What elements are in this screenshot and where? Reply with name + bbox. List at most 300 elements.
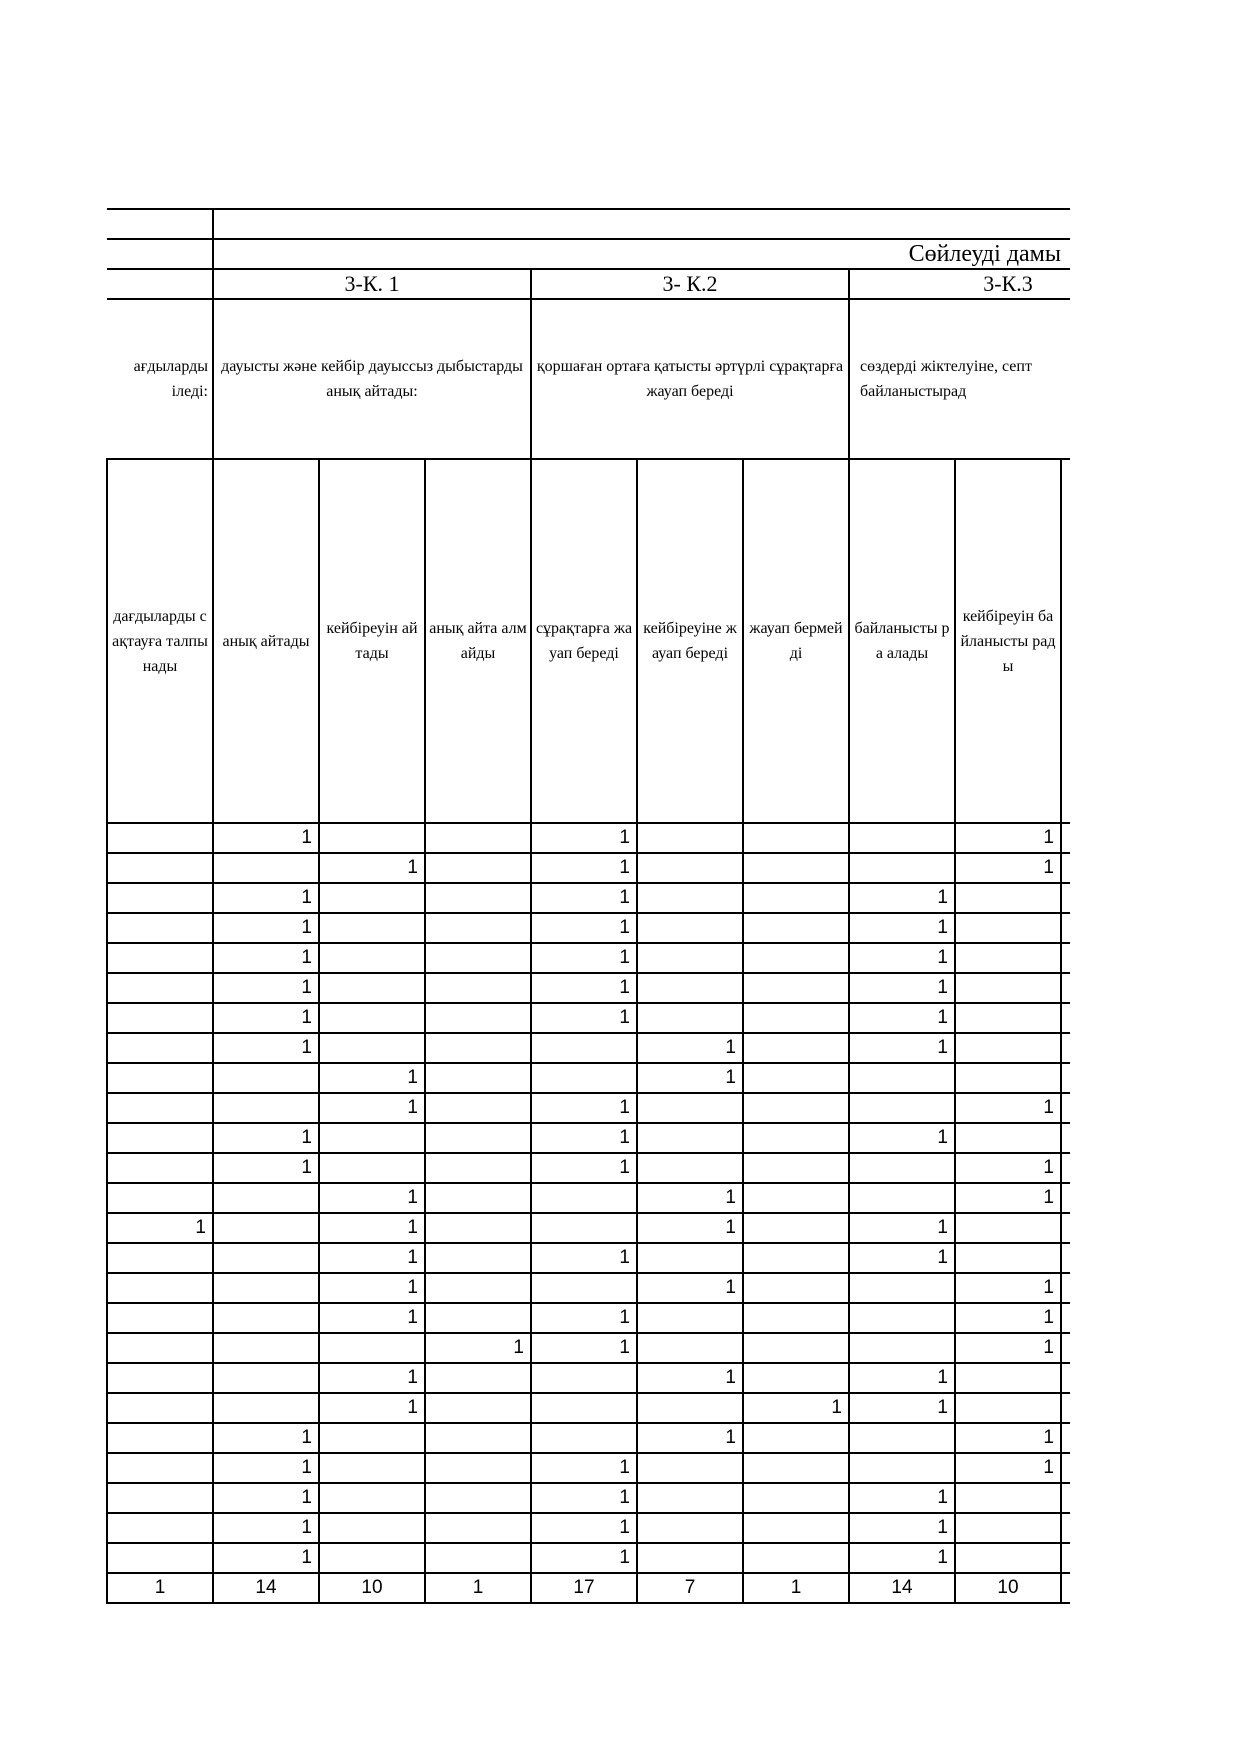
table-cell-empty <box>1061 1453 1070 1483</box>
table-row <box>107 1033 1070 1063</box>
table-cell <box>637 1303 743 1333</box>
table-cell <box>637 1153 743 1183</box>
table-cell-empty <box>1061 1153 1070 1183</box>
table-row <box>107 1333 1070 1363</box>
table-cell <box>849 1423 955 1453</box>
table-cell <box>743 1033 849 1063</box>
table-cell: 1 <box>955 1093 1061 1123</box>
table-cell: 1 <box>637 1033 743 1063</box>
table-cell <box>319 1513 425 1543</box>
total-cell: 1 <box>107 1573 213 1603</box>
table-cell: 1 <box>531 823 637 853</box>
table-cell: 1 <box>955 1333 1061 1363</box>
table-cell <box>743 823 849 853</box>
table-cell: 1 <box>319 1393 425 1423</box>
table-cell <box>743 1003 849 1033</box>
table-cell <box>425 1243 531 1273</box>
table-cell <box>107 1033 213 1063</box>
table-row <box>107 1063 1070 1093</box>
table-cell <box>425 1093 531 1123</box>
table-cell-empty <box>1061 1123 1070 1153</box>
table-cell <box>743 1093 849 1123</box>
table-cell: 1 <box>849 883 955 913</box>
table-cell <box>531 1213 637 1243</box>
table-cell <box>637 1483 743 1513</box>
table-cell <box>743 1513 849 1543</box>
table-cell: 1 <box>849 1123 955 1153</box>
table-cell <box>425 823 531 853</box>
table-cell-empty <box>1061 1393 1070 1423</box>
table-cell <box>425 1003 531 1033</box>
table-cell <box>637 1453 743 1483</box>
table-cell <box>743 1273 849 1303</box>
subheader-5: кейбіреуіне жауап береді <box>637 459 743 823</box>
table-cell: 1 <box>531 1243 637 1273</box>
table-cell <box>849 823 955 853</box>
table-cell <box>637 1003 743 1033</box>
table-cell <box>743 973 849 1003</box>
table-cell <box>107 853 213 883</box>
total-cell: 10 <box>319 1573 425 1603</box>
table-cell <box>213 853 319 883</box>
table-cell <box>743 1213 849 1243</box>
table-row <box>107 1513 1070 1543</box>
table-cell: 1 <box>319 853 425 883</box>
table-cell: 1 <box>743 1393 849 1423</box>
table-cell <box>319 1003 425 1033</box>
table-cell <box>955 913 1061 943</box>
table-cell <box>319 913 425 943</box>
table-cell: 1 <box>849 1483 955 1513</box>
table-cell <box>743 1333 849 1363</box>
table-cell <box>955 1213 1061 1243</box>
table-cell <box>107 1003 213 1033</box>
table-cell-empty <box>1061 1243 1070 1273</box>
data-rows <box>107 823 1070 1573</box>
table-cell: 1 <box>955 1303 1061 1333</box>
table-cell: 1 <box>849 1213 955 1243</box>
table-cell-empty <box>1061 1213 1070 1243</box>
table-cell <box>319 883 425 913</box>
table-cell <box>425 853 531 883</box>
table-cell <box>955 1543 1061 1573</box>
table-cell <box>743 1453 849 1483</box>
table-cell: 1 <box>213 883 319 913</box>
table-row <box>107 943 1070 973</box>
table-cell <box>319 1153 425 1183</box>
table-cell: 1 <box>955 1273 1061 1303</box>
section-title-overflow <box>1061 239 1070 269</box>
table-cell <box>107 1183 213 1213</box>
table-row <box>107 1003 1070 1033</box>
table-cell: 1 <box>531 1153 637 1183</box>
table-cell-empty <box>1061 1033 1070 1063</box>
table-cell: 1 <box>107 1213 213 1243</box>
table-cell: 1 <box>213 1033 319 1063</box>
header-blank-cell <box>213 209 1070 239</box>
group-code-2: 3- К.2 <box>531 269 849 299</box>
table-row <box>107 1303 1070 1333</box>
table-cell <box>743 1543 849 1573</box>
table-cell <box>319 1483 425 1513</box>
table-cell: 1 <box>531 913 637 943</box>
table-cell <box>425 1423 531 1453</box>
table-cell: 1 <box>319 1273 425 1303</box>
table-cell <box>107 823 213 853</box>
table-cell <box>425 1153 531 1183</box>
table-cell <box>425 1123 531 1153</box>
group-desc-2: қоршаған ортаға қатысты әртүрлі сұрақтарға жауап береді <box>531 299 849 459</box>
total-cell: 1 <box>743 1573 849 1603</box>
table-cell: 1 <box>637 1183 743 1213</box>
group-code-1: 3-К. 1 <box>213 269 531 299</box>
total-cell: 14 <box>849 1573 955 1603</box>
table-cell <box>637 1543 743 1573</box>
table-cell <box>743 1063 849 1093</box>
table-cell: 1 <box>637 1063 743 1093</box>
table-cell <box>531 1063 637 1093</box>
table-row <box>107 973 1070 1003</box>
table-cell <box>955 1003 1061 1033</box>
table-cell: 1 <box>213 913 319 943</box>
header-corner-cell <box>107 209 213 239</box>
table-cell: 1 <box>213 1423 319 1453</box>
table-cell <box>955 1063 1061 1093</box>
table-cell <box>319 973 425 1003</box>
table-row <box>107 1153 1070 1183</box>
group-code-3: 3-К.3 <box>849 269 1070 299</box>
table-cell <box>743 1183 849 1213</box>
table-cell: 1 <box>637 1363 743 1393</box>
table-cell: 1 <box>637 1213 743 1243</box>
table-cell: 1 <box>213 1483 319 1513</box>
table-cell <box>955 883 1061 913</box>
table-row <box>107 1243 1070 1273</box>
subheader-6: жауап бермейді <box>743 459 849 823</box>
table-cell <box>743 1363 849 1393</box>
table-cell <box>743 943 849 973</box>
table-cell-empty <box>1061 1363 1070 1393</box>
table-cell: 1 <box>213 1543 319 1573</box>
table-cell: 1 <box>849 1363 955 1393</box>
table-cell: 1 <box>531 1123 637 1153</box>
table-cell: 1 <box>955 1423 1061 1453</box>
table-cell <box>637 883 743 913</box>
table-cell <box>107 1363 213 1393</box>
table-cell-empty <box>1061 1513 1070 1543</box>
table-cell <box>213 1273 319 1303</box>
table-cell <box>743 1303 849 1333</box>
table-cell-empty <box>1061 1483 1070 1513</box>
table-cell <box>637 1123 743 1153</box>
table-cell <box>637 943 743 973</box>
table-cell: 1 <box>849 1243 955 1273</box>
table-cell <box>107 913 213 943</box>
table-row <box>107 1123 1070 1153</box>
total-cell: 7 <box>637 1573 743 1603</box>
table-cell-empty <box>1061 913 1070 943</box>
table-cell-empty <box>1061 1273 1070 1303</box>
table-cell <box>849 1303 955 1333</box>
table-cell <box>743 1483 849 1513</box>
table-cell <box>531 1033 637 1063</box>
table-cell <box>213 1213 319 1243</box>
table-cell <box>425 1393 531 1423</box>
table-row <box>107 1423 1070 1453</box>
total-cell: 10 <box>955 1573 1061 1603</box>
table-cell <box>213 1303 319 1333</box>
table-cell <box>107 1153 213 1183</box>
table-cell <box>637 973 743 1003</box>
table-cell <box>425 883 531 913</box>
table-cell <box>531 1183 637 1213</box>
table-cell <box>107 1483 213 1513</box>
total-cell-empty <box>1061 1573 1070 1603</box>
totals-row <box>107 1573 1070 1603</box>
table-cell <box>849 1333 955 1363</box>
table-cell: 1 <box>849 1543 955 1573</box>
table-cell <box>637 913 743 943</box>
table-cell <box>319 1333 425 1363</box>
table-cell <box>213 1093 319 1123</box>
total-cell: 17 <box>531 1573 637 1603</box>
table-cell <box>637 853 743 883</box>
table-cell <box>955 1123 1061 1153</box>
table-row <box>107 1453 1070 1483</box>
table-cell: 1 <box>531 943 637 973</box>
subheader-2: кейбіреуін айтады <box>319 459 425 823</box>
table-cell-empty <box>1061 1003 1070 1033</box>
spreadsheet-page <box>106 208 1070 1650</box>
table-cell <box>425 1183 531 1213</box>
table-cell: 1 <box>213 973 319 1003</box>
table-cell: 1 <box>637 1273 743 1303</box>
table-cell: 1 <box>531 1453 637 1483</box>
table-cell <box>425 1273 531 1303</box>
table-cell: 1 <box>955 853 1061 883</box>
table-cell <box>425 1543 531 1573</box>
table-cell <box>425 913 531 943</box>
subheader-3: анық айта алмайды <box>425 459 531 823</box>
table-cell <box>107 973 213 1003</box>
table-cell <box>319 1453 425 1483</box>
table-cell: 1 <box>319 1183 425 1213</box>
table-row <box>107 883 1070 913</box>
table-cell: 1 <box>213 823 319 853</box>
group-code-0 <box>107 269 213 299</box>
table-cell-empty <box>1061 853 1070 883</box>
table-cell: 1 <box>849 943 955 973</box>
table-cell <box>107 1093 213 1123</box>
table-cell <box>107 1303 213 1333</box>
table-cell <box>955 943 1061 973</box>
subheader-1: анық айтады <box>213 459 319 823</box>
table-cell-empty <box>1061 1093 1070 1123</box>
table-cell: 1 <box>213 1153 319 1183</box>
table-cell <box>849 1153 955 1183</box>
total-cell: 1 <box>425 1573 531 1603</box>
table-cell: 1 <box>955 1453 1061 1483</box>
table-cell: 1 <box>849 1003 955 1033</box>
table-cell <box>425 1213 531 1243</box>
table-cell-empty <box>1061 943 1070 973</box>
table-cell <box>107 1123 213 1153</box>
table-row <box>107 1093 1070 1123</box>
table-cell <box>849 1453 955 1483</box>
table-cell <box>425 1363 531 1393</box>
table-cell <box>425 1033 531 1063</box>
table-cell-empty <box>1061 1063 1070 1093</box>
table-cell: 1 <box>319 1063 425 1093</box>
table-cell <box>319 823 425 853</box>
subheader-4: сұрақтарға жауап береді <box>531 459 637 823</box>
table-cell <box>743 853 849 883</box>
subheader-7: байланысты ра алады <box>849 459 955 823</box>
table-cell <box>213 1333 319 1363</box>
table-cell <box>425 1453 531 1483</box>
table-cell: 1 <box>531 1513 637 1543</box>
table-cell: 1 <box>425 1333 531 1363</box>
table-cell: 1 <box>213 1123 319 1153</box>
table-cell: 1 <box>531 1483 637 1513</box>
table-cell <box>743 1243 849 1273</box>
table-cell <box>107 1423 213 1453</box>
table-cell: 1 <box>849 973 955 1003</box>
table-cell <box>107 1543 213 1573</box>
table-cell <box>849 1273 955 1303</box>
table-cell <box>955 1483 1061 1513</box>
table-cell-empty <box>1061 1423 1070 1453</box>
table-cell <box>637 1093 743 1123</box>
table-cell: 1 <box>531 1003 637 1033</box>
table-cell: 1 <box>531 1093 637 1123</box>
header-row-codes <box>107 269 1070 299</box>
table-cell <box>107 1273 213 1303</box>
table-cell <box>107 1063 213 1093</box>
table-cell <box>213 1183 319 1213</box>
table-row <box>107 1213 1070 1243</box>
table-cell <box>743 1423 849 1453</box>
table-cell <box>955 1033 1061 1063</box>
assessment-table <box>106 208 1070 1604</box>
table-row <box>107 913 1070 943</box>
table-cell <box>849 1063 955 1093</box>
table-row <box>107 1363 1070 1393</box>
table-cell <box>319 943 425 973</box>
table-cell <box>637 1243 743 1273</box>
table-row <box>107 1483 1070 1513</box>
table-cell <box>637 1513 743 1543</box>
table-cell: 1 <box>849 1513 955 1543</box>
table-cell <box>743 1153 849 1183</box>
subheader-9 <box>1061 459 1070 823</box>
table-cell <box>107 1453 213 1483</box>
table-cell <box>849 853 955 883</box>
table-cell <box>955 1243 1061 1273</box>
table-cell <box>637 1393 743 1423</box>
table-cell-empty <box>1061 1303 1070 1333</box>
table-cell <box>107 943 213 973</box>
table-cell-empty <box>1061 1333 1070 1363</box>
table-cell <box>531 1363 637 1393</box>
table-cell-empty <box>1061 883 1070 913</box>
table-cell <box>319 1033 425 1063</box>
table-cell <box>213 1063 319 1093</box>
table-cell <box>425 1303 531 1333</box>
table-row <box>107 1393 1070 1423</box>
table-cell <box>107 1243 213 1273</box>
table-cell: 1 <box>955 1183 1061 1213</box>
table-cell <box>425 1513 531 1543</box>
header-corner-cell <box>107 239 213 269</box>
group-desc-1: дауысты және кейбір дауыссыз дыбыстарды анық айтады: <box>213 299 531 459</box>
table-cell-empty <box>1061 823 1070 853</box>
table-cell: 1 <box>531 1333 637 1363</box>
table-cell: 1 <box>531 1543 637 1573</box>
table-cell: 1 <box>637 1423 743 1453</box>
table-row <box>107 823 1070 853</box>
subheader-8: кейбіреуін байланысты рады <box>955 459 1061 823</box>
table-cell <box>955 1513 1061 1543</box>
table-cell-empty <box>1061 1183 1070 1213</box>
table-cell <box>743 883 849 913</box>
table-cell-empty <box>1061 973 1070 1003</box>
group-desc-0: ағдыларды іледі: <box>107 299 213 459</box>
table-cell <box>955 1393 1061 1423</box>
table-row <box>107 853 1070 883</box>
table-cell <box>425 1063 531 1093</box>
table-cell <box>743 913 849 943</box>
table-cell: 1 <box>531 1303 637 1333</box>
table-cell <box>213 1393 319 1423</box>
table-cell: 1 <box>213 1453 319 1483</box>
table-cell <box>107 1333 213 1363</box>
table-cell <box>955 1363 1061 1393</box>
group-desc-3: сөздерді жіктелуіне, септ байланыстырад <box>849 299 1070 459</box>
table-cell <box>743 1123 849 1153</box>
table-cell: 1 <box>531 973 637 1003</box>
table-cell: 1 <box>849 913 955 943</box>
table-cell <box>213 1243 319 1273</box>
subheader-0: дағдыларды сақтауға талпынады <box>107 459 213 823</box>
table-cell <box>107 883 213 913</box>
table-cell <box>107 1393 213 1423</box>
table-cell: 1 <box>531 883 637 913</box>
header-row-descriptions <box>107 299 1070 459</box>
table-cell: 1 <box>213 1513 319 1543</box>
table-cell <box>425 943 531 973</box>
header-row-subheaders <box>107 459 1070 823</box>
table-cell: 1 <box>319 1213 425 1243</box>
table-cell: 1 <box>319 1363 425 1393</box>
table-cell <box>531 1273 637 1303</box>
table-cell: 1 <box>955 823 1061 853</box>
table-cell <box>637 823 743 853</box>
table-cell: 1 <box>319 1243 425 1273</box>
table-cell <box>319 1543 425 1573</box>
header-row-section <box>107 239 1070 269</box>
table-row <box>107 1543 1070 1573</box>
table-cell: 1 <box>531 853 637 883</box>
table-cell <box>425 973 531 1003</box>
table-cell <box>107 1513 213 1543</box>
table-cell: 1 <box>213 1003 319 1033</box>
section-title: Сөйлеуді дамы <box>213 239 1061 269</box>
table-cell <box>319 1423 425 1453</box>
total-cell: 14 <box>213 1573 319 1603</box>
table-cell <box>319 1123 425 1153</box>
table-cell: 1 <box>955 1153 1061 1183</box>
